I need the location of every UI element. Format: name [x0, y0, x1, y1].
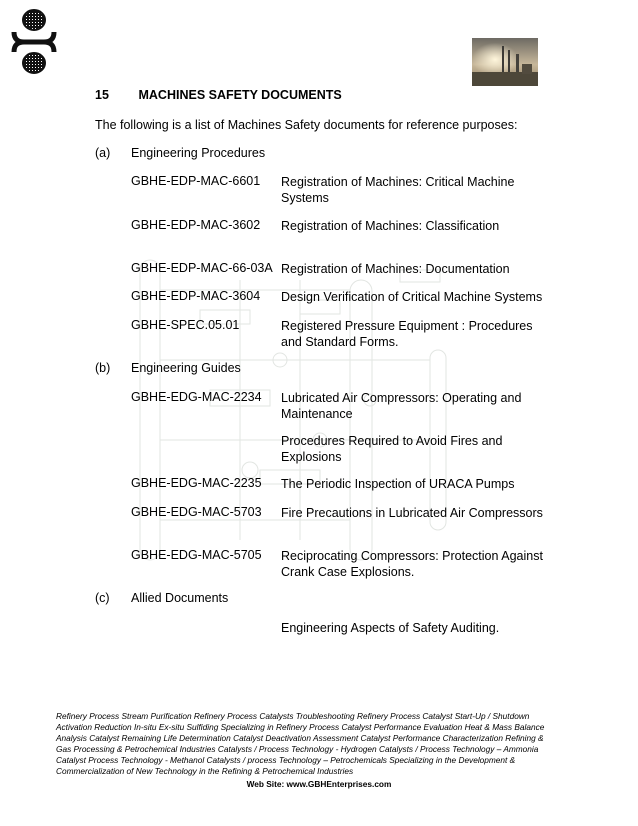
document-code: GBHE-EDP-MAC-6601 [131, 174, 261, 188]
footer-services-text: Refinery Process Stream Purification Refinery Process Catalysts Troubleshooting Refinery Process Catalyst Start-Up / Shutdown Activation Reduction In-situ Ex-situ Sulfiding Specializing in Refinery Process Catalyst Performance Evaluation Heat & Mass Balance Analysis Catalyst Remaining Life Determination Catalyst Deactivation Assessment Catalyst Performance Characterization Refining & Gas Processing & Petrochemical Industries Catalysts / Process Technology - Hydrogen Catalysts / Process Technology – Ammonia Catalyst Process Technology - Methanol Catalysts / process Technology – Petrochemicals Specializing in the Development & Commercialization of New Technology in the Refining & Petrochemical Industries [56, 711, 545, 776]
section-heading [95, 88, 342, 102]
document-code: GBHE-EDP-MAC-3602 [131, 218, 261, 232]
document-title: Lubricated Air Compressors: Operating and Maintenance [281, 391, 522, 421]
heading-number: 15 [95, 88, 109, 102]
footer-website: Web Site: www.GBHEnterprises.com [246, 779, 392, 789]
document-title: Engineering Aspects of Safety Auditing. [281, 621, 500, 635]
document-title: Reciprocating Compressors: Protection Against Crank Case Explosions. [281, 549, 543, 579]
document-title: Fire Precautions in Lubricated Air Compressors [281, 506, 543, 520]
document-title: Registration of Machines: Classification [281, 219, 500, 233]
heading-title: MACHINES SAFETY DOCUMENTS [138, 88, 342, 102]
section-title: Engineering Guides [131, 361, 241, 375]
document-title: Design Verification of Critical Machine Systems [281, 290, 543, 304]
gbh-logo-icon [10, 6, 58, 76]
section-letter: (c) [95, 591, 110, 605]
document-title: Registration of Machines: Critical Machine Systems [281, 175, 515, 205]
document-title: The Periodic Inspection of URACA Pumps [281, 477, 515, 491]
document-code: GBHE-EDP-MAC-3604 [131, 289, 261, 303]
document-title: Registered Pressure Equipment : Procedures and Standard Forms. [281, 319, 533, 349]
section-title: Allied Documents [131, 591, 229, 605]
section-letter: (b) [95, 361, 111, 375]
section-letter: (a) [95, 146, 111, 160]
refinery-photo [472, 38, 538, 86]
document-code: GBHE-EDG-MAC-5703 [131, 505, 262, 519]
document-code: GBHE-EDG-MAC-5705 [131, 548, 262, 562]
document-title: Registration of Machines: Documentation [281, 262, 510, 276]
intro-paragraph: The following is a list of Machines Safety documents for reference purposes: [95, 118, 518, 132]
document-code: GBHE-EDP-MAC-66-03A [131, 261, 273, 275]
document-code: GBHE-SPEC.05.01 [131, 318, 240, 332]
document-code: GBHE-EDG-MAC-2235 [131, 476, 262, 490]
document-title: Procedures Required to Avoid Fires and Explosions [281, 434, 503, 464]
document-code: GBHE-EDG-MAC-2234 [131, 390, 262, 404]
section-title: Engineering Procedures [131, 146, 266, 160]
